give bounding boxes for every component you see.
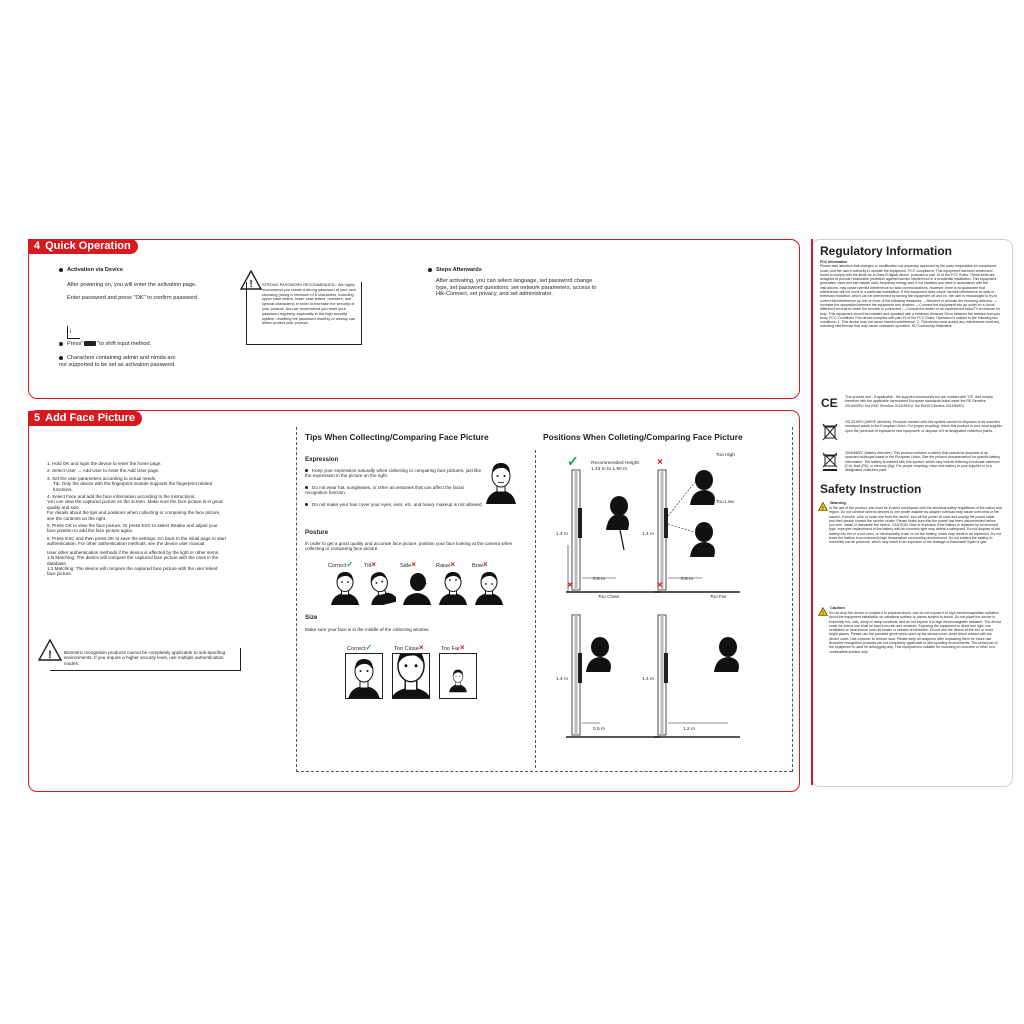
anti-spoofing-text: Biometric recognition products cannot be completely applicable to anti-spoofing environments. If you require a higher security level, use multiple authentication modes. — [64, 650, 226, 666]
step-line: You can view the captured picture on the screen. Make sure the face picture is in good quality and size. — [47, 499, 223, 510]
posture-face-tilt — [366, 569, 396, 605]
cross-icon: × — [418, 643, 424, 652]
size-face-too-close — [393, 654, 429, 698]
cross-icon: × — [411, 560, 416, 569]
section-number: 5 — [34, 412, 41, 424]
list-item: Do not make your hair cover your eyes, ears, etc. and heavy makeup is not allowed. — [305, 502, 485, 507]
distance-label: 0.5 m — [593, 577, 605, 582]
too-far-diagram — [654, 615, 740, 737]
step-line: Tip: Only the device with the fingerprint module supports the fingerprint related functions. — [53, 481, 213, 492]
press-hint: Press" "to shift input method. — [59, 341, 151, 348]
battery-text: 2006/66/EC (battery directive): This product contains a battery that cannot be disposed of as unsorted municipal waste in the European Union. See the product documentation for specific battery information. The battery is marked with this symbol, which may include lettering to indicate cadmium (Cd), lead (Pb), or mercury (Hg). For proper recycling, return the battery to your supplier or to a designated collection point. — [845, 451, 1001, 473]
size-label-too-far: Too Far× — [441, 643, 465, 652]
section-title: Quick Operation — [45, 240, 131, 252]
quick-operation-header — [28, 239, 138, 254]
add-face-steps — [47, 461, 227, 577]
size-frame-too-close — [392, 653, 430, 699]
dashed-border — [296, 771, 792, 772]
too-close-cross-icon: × — [567, 580, 573, 591]
too-close-label: Too Close — [598, 595, 620, 600]
size-label-too-close: Too Close× — [394, 643, 424, 652]
too-far-cross-icon: × — [657, 580, 663, 591]
cross-icon: × — [450, 560, 455, 569]
quick-operation-panel — [28, 239, 800, 399]
caution-icon — [818, 603, 828, 616]
expression-face-illustration — [484, 460, 518, 504]
safety-title: Safety Instruction — [820, 482, 922, 496]
cross-icon: × — [482, 560, 488, 569]
positions-diagram — [540, 450, 790, 770]
distance-label: 1.2 m — [683, 727, 695, 732]
dashed-border — [296, 427, 297, 772]
height-label: 1.4 m — [556, 532, 568, 537]
height-label: 1.4 m — [642, 532, 654, 537]
distance-label: 0.5 m — [681, 577, 693, 582]
recommended-height-diagram — [566, 470, 660, 592]
safety-warning-text: In the use of the product, you must be in strict compliance with the electrical safety regulations of the nation and region. Do not connect several devices to one power adapter as adapter overload may cause over-heat or fire hazard. If smoke, odor or noise rise from the device, turn off the power at once and unplug the power cable, and then please contact the service center. Please make sure that the power has been disconnected before you wire, install or dismantle the device. CAUTION: Risk of explosion if the battery is replaced by an incorrect type. Improper replacement of the battery with an incorrect type may defeat a safeguard. Do not dispose of the battery into fire or a hot oven, or mechanically crush or cut the battery, which may result in an explosion. Do not leave the battery in an extremely high temperature surrounding environment. Do not subject the battery to extremely low air pressure, which may result in an explosion or the leakage of flammable liquid or gas. — [829, 506, 1002, 545]
section-number: 4 — [34, 240, 41, 252]
posture-title: Posture — [305, 529, 329, 536]
height-label: 1.4 m — [556, 677, 568, 682]
size-label-correct: Correct✓ — [347, 643, 373, 652]
svg-text:!: ! — [822, 610, 824, 616]
posture-face-side — [402, 569, 432, 605]
posture-label-side: Side× — [400, 560, 416, 569]
keyboard-key-icon — [84, 341, 96, 346]
too-far-label: Too Far — [710, 595, 727, 600]
posture-text: In order to get a good quality and accurate face picture, position your face looking at the camera when collecting or comparing face picture. — [305, 541, 513, 552]
activation-text-1: After powering on, you will enter the activation page. — [67, 282, 197, 288]
posture-face-bow — [474, 569, 504, 605]
too-high-diagram — [654, 470, 740, 592]
expression-title: Expression — [305, 456, 339, 463]
activation-title: Activation via Device — [59, 267, 123, 274]
too-high-label: Too High — [716, 453, 735, 458]
positions-title: Positions When Colleting/Comparing Face Picture — [543, 432, 743, 442]
size-text: Make sure your face is in the middle of the collecting window. — [305, 627, 430, 632]
chars-bullet: Characters containing admin and nimda are not supported to be set as activation password. — [59, 355, 176, 368]
posture-face-raise — [438, 569, 468, 605]
size-title: Size — [305, 614, 318, 621]
safety-caution-text: Do not drop the device or subject it to physical shock, and do not expose it to high electromagnetism radiation. Avoid the equipment installation on vibrations surface or places subject to shock. Do not place the device in extremely hot, cold, dusty or damp locations, and do not expose it to high electromagnetic radiation. The device cover for indoor use shall be kept from rain and moisture. Exposing the equipment to direct sun light, low ventilation or heat source such as heater or radiator is forbidden. Do not aim the device at the sun or extra bright places. Please use the provided glove when open up the device cover, avoid direct contact with the device cover. Use a blower to remove dust. Please keep all wrappers after unpacking them for future use. Biometric recognition products are not completely applicable to anti-spoofing environments. The serial port of the equipment is used for debugging only. This equipment is suitable for mounting on concrete or other non-combustible surface only. — [829, 611, 1002, 654]
size-face-correct — [346, 654, 382, 698]
cross-icon: × — [459, 643, 465, 652]
too-high-cross-icon: × — [657, 457, 663, 468]
weee-bin-icon — [822, 423, 838, 441]
regulatory-fcc-text: FCC Information Please take attention that changes or modification not expressly approved by the party responsible for compliance could void the user's authority to operate the equipment. FCC compliance: This equipment has been tested and found to comply with the limits for a Class B digital device, pursuant to part 15 of the FCC Rules. These limits are designed to provide reasonable protection against harmful interference in a residential installation. This equipment generates, uses and can radiate radio frequency energy and, if not installed and used in accordance with the instructions, may cause harmful interference to radio communications. However, there is no guarantee that interference will not occur in a particular installation. If this equipment does cause harmful interference to radio or television reception, which can be determined by turning the equipment off and on, the user is encouraged to try to correct the interference by one or more of the following measures: —Reorient or relocate the receiving antenna. —Increase the separation between the equipment and receiver. —Connect the equipment into an outlet on a circuit different from that to which the receiver is connected. —Consult the dealer or an experienced radio/TV technician for help. This equipment should be installed and operated with a minimum distance 20cm between the radiator and your body. FCC Conditions This device complies with part 15 of the FCC Rules. Operation is subject to the following two conditions: 1. This device may not cause harmful interference. 2. This device must accept any interference received, including interference that may cause undesired operation. EU Conformity Statement — [820, 260, 1001, 329]
step-line: 5. Press OK to view the face picture. Or press ESC to select Retake and adjust your face position to add the face picture again. — [47, 523, 218, 534]
step-line: 3. Set the user parameters according to actual needs. — [47, 475, 157, 481]
steps-afterwards-title: Steps Afterwards — [428, 267, 482, 274]
battery-bin-icon — [822, 452, 838, 472]
activation-text-2: Enter password and press "OK" to confirm password. — [67, 295, 199, 301]
distance-label: 0.5 m — [593, 727, 605, 732]
step-line: 6. Press ESC and then press OK to save the settings. Go back to the initial page to start authentication. For other authentication methods, see the device user manual. — [47, 535, 226, 547]
svg-text:!: ! — [249, 279, 253, 290]
list-item: Keep your expression naturally when collecting or comparing face pictures, just like the expression in the picture on the right. — [305, 468, 482, 479]
regulatory-title: Regulatory Information — [820, 244, 953, 258]
recommended-height-label: Recommended Height: 1.43 m to 1.90 m — [591, 461, 641, 472]
step-line: User other authentication methods if the device is affected by the light or other items. — [47, 549, 220, 555]
step-line: 1:N Matching: The device will compare the captured face picture with the ones in the database. — [47, 555, 219, 566]
warning-icon — [818, 498, 828, 511]
steps-afterwards-text: After activating, you can select language, set password change type, set password questions, set network parameters, access to Hik-Connect, set privacy, and set administrator. — [436, 278, 597, 298]
expression-bullets — [305, 468, 485, 507]
step-line: 4. Select Face and add the face information according to the instructions. — [47, 494, 196, 500]
too-low-label: Too Low — [716, 500, 734, 505]
check-icon: ✓ — [365, 643, 373, 652]
step-line: 1:1 Matching: The device will compare the captured face picture with the user linked face picture. — [47, 565, 218, 577]
posture-label-tilt: Tilt× — [364, 560, 376, 569]
svg-text:!: ! — [822, 505, 824, 511]
ce-mark-icon: CE — [821, 396, 838, 410]
column-divider — [535, 450, 536, 768]
posture-label-bow: Bow× — [472, 560, 488, 569]
tips-title: Tips When Collecting/Comparing Face Picture — [305, 432, 489, 442]
list-item: Do not wear hat, sunglasses, or other accessories that can affect the facial recognition function. — [305, 484, 464, 496]
size-face-too-far — [440, 654, 476, 698]
correct-check-icon: ✓ — [567, 453, 579, 469]
dashed-border — [792, 427, 793, 772]
too-close-diagram — [566, 615, 660, 737]
add-face-header — [28, 411, 142, 426]
step-line: 1. Hold OK and login the device to enter the home page. — [47, 461, 162, 466]
cross-icon: × — [371, 560, 376, 569]
section-title: Add Face Picture — [45, 412, 135, 424]
posture-label-correct: Correct✓ — [328, 560, 354, 569]
posture-face-correct — [330, 569, 360, 605]
svg-text:!: ! — [48, 649, 52, 661]
step-line: 2. Select User → Add User to enter the Add User page. — [47, 468, 160, 474]
caution-label: Caution — [830, 605, 845, 610]
check-icon: ✓ — [346, 560, 354, 569]
size-frame-too-far — [439, 653, 477, 699]
warning-label: Warning — [830, 500, 846, 505]
input-method-icon: i — [67, 326, 80, 339]
step-line: For details about the tips and positions when collecting or comparing the face picture, see the contents on the right. — [47, 510, 221, 521]
height-label: 1.4 m — [642, 677, 654, 682]
posture-label-raise: Raise× — [436, 560, 455, 569]
strong-password-text: STRONG PASSWORD RECOMMENDED– We highly recommend you create a strong password of your own choosing (using a minimum of 8 characters, including upper case letters, lower case letters, numbers, and special characters) in order to increase the security of your product. And we recommend you reset your password regularly, especially in the high security system, resetting the password monthly or weekly can better protect your product. — [262, 283, 356, 326]
weee-text: 2012/19/EU (WEEE directive): Products marked with this symbol cannot be disposed of as unsorted municipal waste in the European Union. For proper recycling, return this product to your local supplier upon the purchase of equivalent new equipment, or dispose of it at designated collection points. — [845, 420, 1002, 433]
ce-text: This product and - if applicable - the supplied accessories too are marked with "CE" and comply therefore with the applicable harmonized European standards listed under the RE Directive 2014/53/EU, the EMC Directive 2014/30/EU, the RoHS Directive 2011/65/EU. — [845, 395, 994, 408]
regulatory-accent — [811, 239, 813, 785]
size-frame-correct — [345, 653, 383, 699]
